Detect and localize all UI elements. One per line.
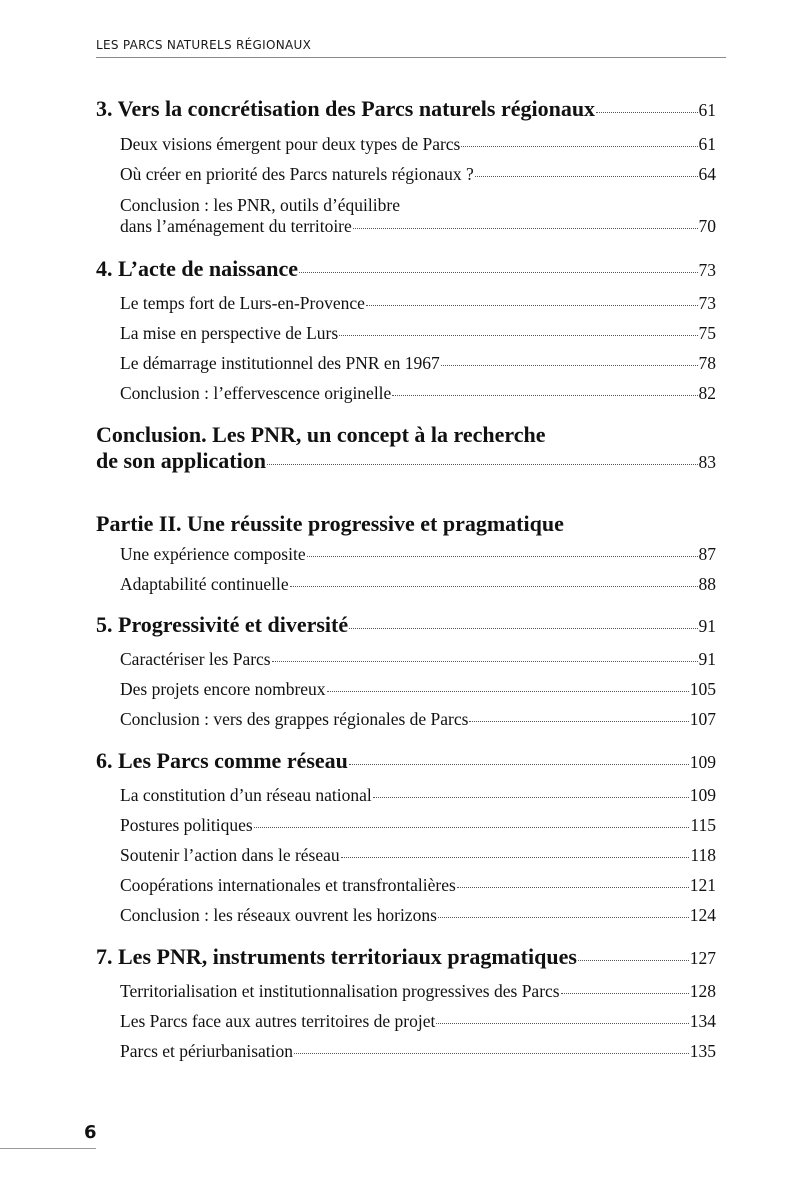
entry-title: Conclusion : les réseaux ouvrent les horizons bbox=[120, 905, 437, 925]
dot-leader bbox=[457, 887, 689, 888]
toc-entry[interactable] bbox=[120, 709, 716, 730]
entry-title: Deux visions émergent pour deux types de Parcs bbox=[120, 134, 461, 154]
entry-title: 6. Les Parcs comme réseau bbox=[96, 748, 348, 773]
dot-leader bbox=[353, 228, 698, 229]
page-number: 64 bbox=[698, 164, 716, 184]
entry-title: Des projets encore nombreux bbox=[120, 679, 326, 699]
toc-entry[interactable] bbox=[120, 815, 716, 836]
entry-title: Soutenir l’action dans le réseau bbox=[120, 845, 340, 865]
page-number: 134 bbox=[689, 1011, 716, 1031]
entry-title: Les Parcs face aux autres territoires de projet bbox=[120, 1011, 436, 1031]
page-number: 61 bbox=[698, 134, 716, 154]
page-number: 75 bbox=[698, 323, 716, 343]
dot-leader bbox=[392, 395, 697, 396]
toc-entry[interactable] bbox=[120, 293, 716, 314]
dot-leader bbox=[469, 721, 688, 722]
dot-leader bbox=[578, 960, 689, 961]
header-rule bbox=[96, 57, 726, 58]
part-title: Partie II. Une réussite progressive et pragmatique bbox=[96, 511, 564, 536]
page-number: 70 bbox=[698, 216, 716, 236]
toc-chapter-4[interactable] bbox=[96, 256, 716, 282]
toc-entry[interactable] bbox=[120, 195, 716, 237]
dot-leader bbox=[341, 857, 690, 858]
footer-rule bbox=[0, 1148, 96, 1149]
page-number: 107 bbox=[689, 709, 716, 729]
toc-entry[interactable] bbox=[120, 1011, 716, 1032]
page-number: 109 bbox=[689, 752, 716, 772]
dot-leader bbox=[339, 335, 697, 336]
page-number-folio: 6 bbox=[84, 1122, 97, 1143]
page-number: 127 bbox=[689, 948, 716, 968]
dot-leader bbox=[438, 917, 689, 918]
toc-chapter-3[interactable] bbox=[96, 96, 716, 122]
toc-entry[interactable] bbox=[120, 164, 716, 185]
entry-title: 7. Les PNR, instruments territoriaux pragmatiques bbox=[96, 944, 577, 969]
toc-conclusion[interactable] bbox=[96, 422, 716, 474]
page-number: 135 bbox=[689, 1041, 716, 1061]
dot-leader bbox=[436, 1023, 688, 1024]
entry-title: Postures politiques bbox=[120, 815, 253, 835]
toc-entry[interactable] bbox=[120, 785, 716, 806]
toc-chapter-5[interactable] bbox=[96, 612, 716, 638]
toc-entry[interactable] bbox=[120, 875, 716, 896]
page-number: 73 bbox=[698, 260, 716, 280]
entry-title: Où créer en priorité des Parcs naturels régionaux ? bbox=[120, 164, 474, 184]
page-number: 61 bbox=[698, 100, 716, 120]
page-number: 73 bbox=[698, 293, 716, 313]
page-number: 83 bbox=[698, 452, 716, 472]
entry-title: La constitution d’un réseau national bbox=[120, 785, 372, 805]
entry-title: de son application bbox=[96, 448, 266, 473]
page-number: 78 bbox=[698, 353, 716, 373]
toc-entry[interactable] bbox=[120, 845, 716, 866]
entry-title: La mise en perspective de Lurs bbox=[120, 323, 339, 343]
entry-title: Une expérience composite bbox=[120, 544, 306, 564]
dot-leader bbox=[299, 272, 697, 273]
dot-leader bbox=[561, 993, 689, 994]
page-number: 91 bbox=[698, 616, 716, 636]
toc-chapter-6[interactable] bbox=[96, 748, 716, 774]
dot-leader bbox=[441, 365, 698, 366]
dot-leader bbox=[349, 628, 697, 629]
page-number: 88 bbox=[698, 574, 716, 594]
entry-title: Parcs et périurbanisation bbox=[120, 1041, 294, 1061]
toc-entry[interactable] bbox=[120, 134, 716, 155]
page-number: 124 bbox=[689, 905, 716, 925]
dot-leader bbox=[373, 797, 689, 798]
entry-title-line1: Conclusion. Les PNR, un concept à la recherche bbox=[96, 422, 546, 447]
dot-leader bbox=[272, 661, 698, 662]
dot-leader bbox=[290, 586, 698, 587]
dot-leader bbox=[294, 1053, 689, 1054]
toc-entry[interactable] bbox=[120, 574, 716, 595]
dot-leader bbox=[596, 112, 697, 113]
page-number: 91 bbox=[698, 649, 716, 669]
page-number: 115 bbox=[690, 815, 716, 835]
toc-entry[interactable] bbox=[120, 981, 716, 1002]
page-number: 109 bbox=[689, 785, 716, 805]
dot-leader bbox=[267, 464, 698, 465]
running-head: LES PARCS NATURELS RÉGIONAUX bbox=[96, 38, 312, 52]
page-number: 82 bbox=[698, 383, 716, 403]
entry-title-line1: Conclusion : les PNR, outils d’équilibre bbox=[120, 195, 400, 215]
dot-leader bbox=[327, 691, 689, 692]
entry-title: 4. L’acte de naissance bbox=[96, 256, 299, 281]
page-number: 128 bbox=[689, 981, 716, 1001]
toc-entry[interactable] bbox=[120, 905, 716, 926]
entry-title: Adaptabilité continuelle bbox=[120, 574, 289, 594]
entry-title: Le démarrage institutionnel des PNR en 1967 bbox=[120, 353, 440, 373]
page-number: 118 bbox=[690, 845, 716, 865]
entry-title: Conclusion : vers des grappes régionales de Parcs bbox=[120, 709, 469, 729]
toc-entry[interactable] bbox=[120, 323, 716, 344]
dot-leader bbox=[349, 764, 689, 765]
toc-entry[interactable] bbox=[120, 679, 716, 700]
entry-title: dans l’aménagement du territoire bbox=[120, 216, 352, 236]
toc-entry[interactable] bbox=[120, 353, 716, 374]
entry-title: Conclusion : l’effervescence originelle bbox=[120, 383, 392, 403]
page-number: 105 bbox=[689, 679, 716, 699]
entry-title: 3. Vers la concrétisation des Parcs naturels régionaux bbox=[96, 96, 596, 121]
toc-part-2[interactable] bbox=[96, 511, 716, 537]
dot-leader bbox=[475, 176, 698, 177]
dot-leader bbox=[307, 556, 698, 557]
toc-entry[interactable] bbox=[120, 544, 716, 565]
page-number: 121 bbox=[689, 875, 716, 895]
dot-leader bbox=[366, 305, 698, 306]
entry-title: 5. Progressivité et diversité bbox=[96, 612, 349, 637]
dot-leader bbox=[254, 827, 690, 828]
entry-title: Caractériser les Parcs bbox=[120, 649, 271, 669]
toc-entry[interactable] bbox=[120, 383, 716, 404]
toc-chapter-7[interactable] bbox=[96, 944, 716, 970]
entry-title: Le temps fort de Lurs-en-Provence bbox=[120, 293, 365, 313]
entry-title: Territorialisation et institutionnalisation progressives des Parcs bbox=[120, 981, 560, 1001]
toc-entry[interactable] bbox=[120, 649, 716, 670]
dot-leader bbox=[461, 146, 697, 147]
toc-entry[interactable] bbox=[120, 1041, 716, 1062]
entry-title: Coopérations internationales et transfrontalières bbox=[120, 875, 456, 895]
page-number: 87 bbox=[698, 544, 716, 564]
